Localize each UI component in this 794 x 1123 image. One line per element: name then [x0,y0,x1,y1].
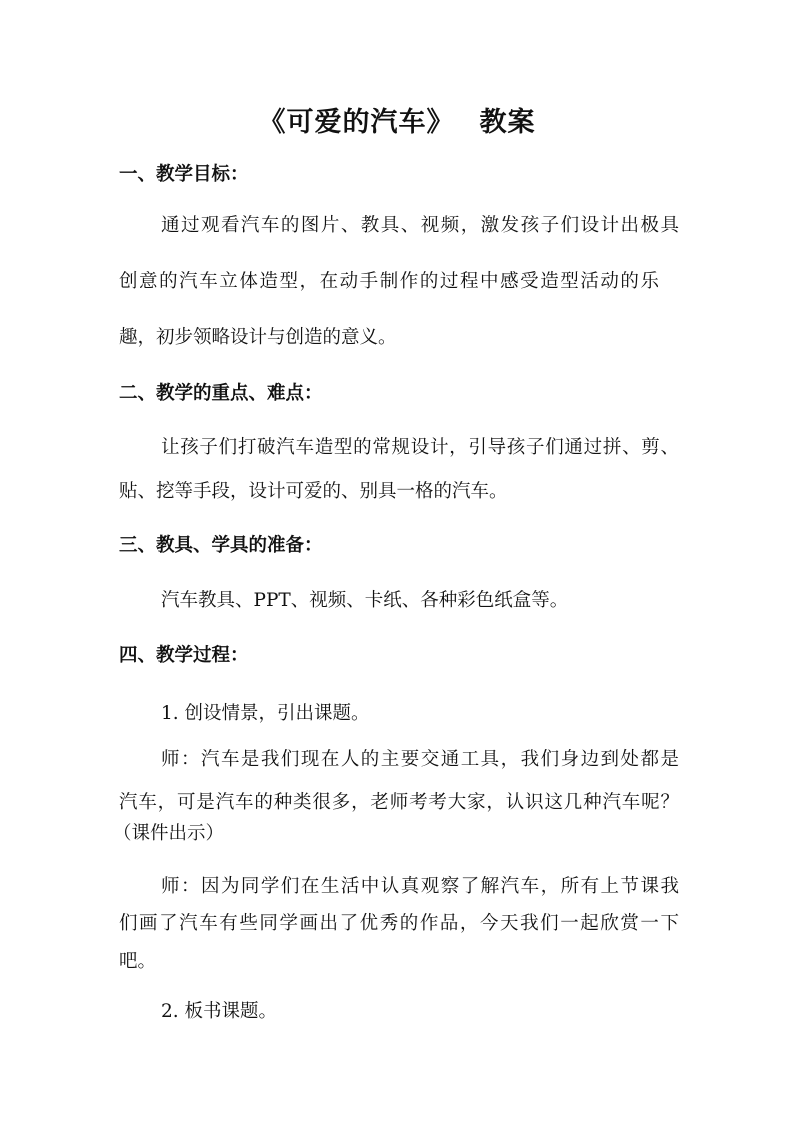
paragraph-line: 创意的汽车立体造型，在动手制作的过程中感受造型活动的乐 [119,271,659,292]
step-item: 2. 板书课题。 [161,1001,278,1022]
paragraph-line: 让孩子们打破汽车造型的常规设计，引导孩子们通过拼、剪、 [161,437,679,458]
paragraph-line: （课件出示） [113,823,225,844]
paragraph-line: 汽车教具、PPT、视频、卡纸、各种彩色纸盒等。 [161,590,569,611]
section-heading-materials: 三、教具、学具的准备： [119,535,323,556]
section-heading-key-points: 二、教学的重点、难点： [119,383,323,404]
paragraph-line: 趣，初步领略设计与创造的意义。 [119,327,397,348]
paragraph-line: 师：因为同学们在生活中认真观察了解汽车，所有上节课我 [161,876,679,897]
paragraph-line: 贴、挖等手段，设计可爱的、别具一格的汽车。 [119,481,508,502]
paragraph-line: 吧。 [119,951,157,972]
paragraph-line: 师：汽车是我们现在人的主要交通工具，我们身边到处都是 [161,749,679,770]
section-heading-process: 四、教学过程： [119,645,249,666]
paragraph-line: 通过观看汽车的图片、教具、视频，激发孩子们设计出极具 [161,215,679,236]
paragraph-line: 汽车，可是汽车的种类很多，老师考考大家，认识这几种汽车呢？ [119,792,679,813]
step-item: 1. 创设情景，引出课题。 [161,703,370,724]
paragraph-line: 们画了汽车有些同学画出了优秀的作品，今天我们一起欣赏一下 [119,913,679,934]
document-title: 《可爱的汽车》 教案 [258,107,536,138]
section-heading-objectives: 一、教学目标： [119,164,249,185]
